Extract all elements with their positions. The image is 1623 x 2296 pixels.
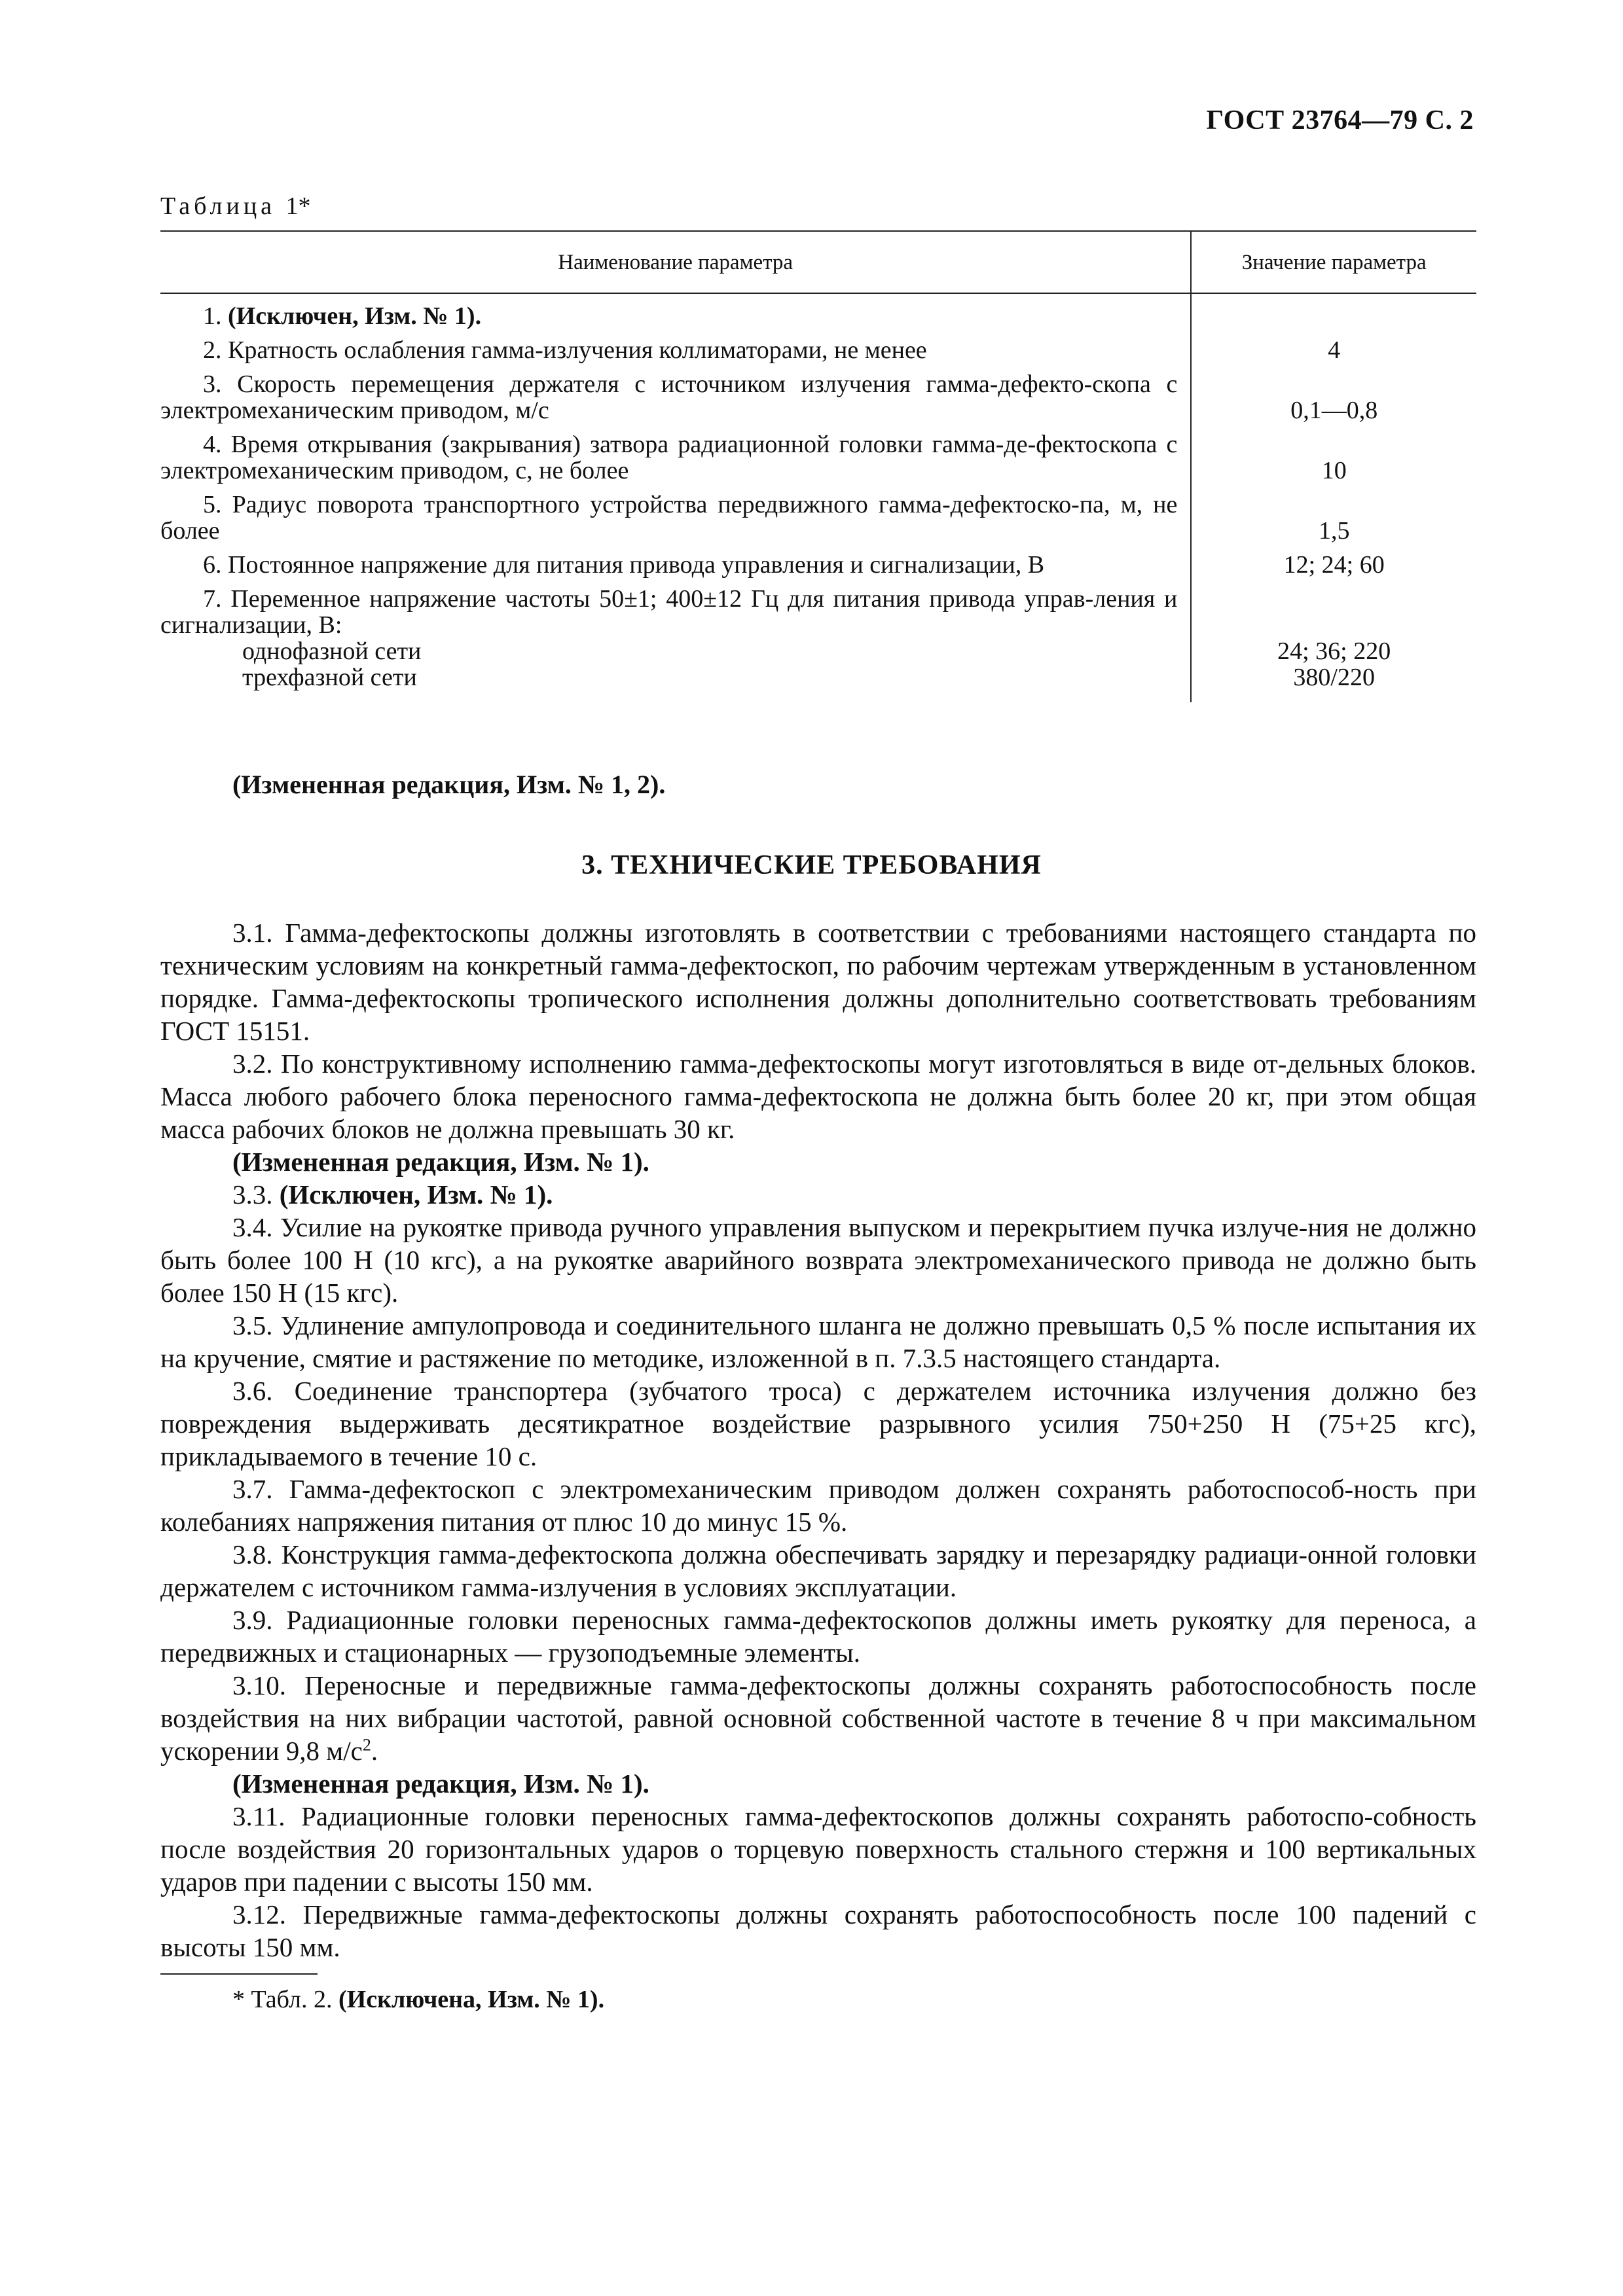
- param-value: 4: [1328, 336, 1341, 364]
- amendment-note: (Измененная редакция, Изм. № 1).: [232, 1768, 649, 1799]
- table-caption: [160, 192, 311, 221]
- param-number: 4.: [203, 431, 222, 458]
- param-value: 10: [1321, 457, 1347, 484]
- table-row: [160, 427, 1476, 488]
- clause-3-6: 3.6. Соединение транспортера (зубчатого троса) с держателем источника излучения должно без повреждения выдерживать десятикратное воздействие разрывного усилия 750+250 Н (75+25 кгс), прикладываемого в течение 10 с.: [160, 1376, 1476, 1471]
- param-subitem: трехфазной сети: [242, 664, 417, 691]
- param-number: 1.: [203, 302, 222, 330]
- amendment-note: (Измененная редакция, Изм. № 1).: [232, 1147, 649, 1177]
- param-value: 0,1—0,8: [1290, 397, 1378, 424]
- clause-number: 3.3.: [232, 1179, 273, 1210]
- clause-3-7: 3.7. Гамма-дефектоскоп с электромеханическим приводом должен сохранять работоспособ-ность при колебаниях напряжения питания от плюс 10 до минус 15 %.: [160, 1474, 1476, 1537]
- footnote-note: (Исключена, Изм. № 1).: [338, 1986, 605, 2013]
- param-name: [160, 367, 1191, 427]
- param-value: 1,5: [1318, 517, 1350, 545]
- param-text: Время открывания (закрывания) затвора радиационной головки гамма-де-фектоскопа с электромеханическим приводом, с, не более: [160, 431, 1178, 484]
- param-name: [160, 582, 1191, 702]
- table-row: [160, 548, 1476, 582]
- param-name: [160, 293, 1191, 333]
- clause-3-1: 3.1. Гамма-дефектоскопы должны изготовлять в соответствии с требованиями настоящего стандарта по техническим условиям на конкретный гамма-дефектоскоп, по рабочим чертежам утвержденным в установленном порядке. Гамма-дефектоскопы тропического исполнения должны дополнительно соответствовать требованиям ГОСТ 15151.: [160, 918, 1476, 1046]
- footnote-prefix: * Табл. 2.: [232, 1986, 333, 2013]
- param-subitem: однофазной сети: [242, 637, 422, 665]
- table-row: [160, 293, 1476, 333]
- clause-3-3: [160, 1178, 1476, 1211]
- clause-3-2: 3.2. По конструктивному исполнению гамма-дефектоскопы могут изготовляться в виде от-дельных блоков. Масса любого рабочего блока переносного гамма-дефектоскопа не должна быть более 20 кг, при этом общая масса рабочих блоков не должна превышать 30 кг.: [160, 1049, 1476, 1144]
- param-text: Скорость перемещения держателя с источником излучения гамма-дефекто-скопа с электромеханическим приводом, м/с: [160, 370, 1178, 424]
- clause-3-4: 3.4. Усилие на рукоятке привода ручного управления выпуском и перекрытием пучка излуче-ния не должно быть более 100 Н (10 кгс), а на рукоятке аварийного возврата электромеханического привода не должно быть более 150 Н (15 кгс).: [160, 1212, 1476, 1308]
- superscript: 2: [362, 1735, 371, 1755]
- clause-text: 3.10. Переносные и передвижные гамма-дефектоскопы должны сохранять работоспособность после воздействия на них вибрации частотой, равной основной собственной частоте в течение 8 ч при максимальном ускорении 9,8 м/с: [160, 1670, 1476, 1766]
- param-text: Радиус поворота транспортного устройства передвижного гамма-дефектоско-па, м, не более: [160, 491, 1178, 545]
- section-body: [160, 916, 1476, 1964]
- footnote: [232, 1985, 604, 2014]
- clause-text: (Исключен, Изм. № 1).: [279, 1179, 553, 1210]
- param-number: 6.: [203, 551, 222, 579]
- parameters-table: [160, 230, 1476, 702]
- table-row: [160, 582, 1476, 702]
- table-row: [160, 367, 1476, 427]
- clause-3-11: 3.11. Радиационные головки переносных гамма-дефектоскопов должны сохранять работоспо-собность после воздействия 20 горизонтальных ударов о торцевую поверхность стального стержня и 100 вертикальных ударов при падении с высоты 150 мм.: [160, 1801, 1476, 1897]
- param-subvalue: 380/220: [1293, 664, 1375, 691]
- table-row: [160, 488, 1476, 548]
- table-amendment-note: (Измененная редакция, Изм. № 1, 2).: [232, 770, 666, 799]
- param-number: 7.: [203, 585, 222, 613]
- table-row: [160, 333, 1476, 367]
- param-value: [1191, 582, 1476, 702]
- clause-text-end: .: [371, 1736, 378, 1766]
- column-header-value: Значение параметра: [1191, 231, 1476, 293]
- param-text: Постоянное напряжение для питания привода управления и сигнализации, В: [228, 551, 1045, 579]
- param-number: 3.: [203, 370, 222, 398]
- clause-3-10: [160, 1669, 1476, 1767]
- clause-3-9: 3.9. Радиационные головки переносных гамма-дефектоскопов должны иметь рукоятку для переноса, а передвижных и стационарных — грузоподъемные элементы.: [160, 1605, 1476, 1668]
- param-number: 2.: [203, 336, 222, 364]
- page-header: ГОСТ 23764—79 С. 2: [1206, 105, 1474, 135]
- table-caption-text: Таблица: [160, 192, 276, 220]
- param-number: 5.: [203, 491, 222, 518]
- param-text: (Исключен, Изм. № 1).: [228, 302, 482, 330]
- param-value: [1191, 293, 1476, 333]
- param-text: Переменное напряжение частоты 50±1; 400±12 Гц для питания привода управ-ления и сигнализации, В:: [160, 585, 1178, 639]
- param-name: [160, 333, 1191, 367]
- param-name: [160, 488, 1191, 548]
- param-name: [160, 427, 1191, 488]
- table-header-row: [160, 231, 1476, 293]
- param-value: 12; 24; 60: [1283, 551, 1385, 579]
- table-caption-number: 1*: [285, 192, 311, 220]
- clause-3-5: 3.5. Удлинение ампулопровода и соединительного шланга не должно превышать 0,5 % после испытания их на кручение, смятие и растяжение по методике, изложенной в п. 7.3.5 настоящего стандарта.: [160, 1310, 1476, 1373]
- column-header-name: Наименование параметра: [160, 231, 1191, 293]
- section-heading: 3. ТЕХНИЧЕСКИЕ ТРЕБОВАНИЯ: [581, 850, 1042, 880]
- param-text: Кратность ослабления гамма-излучения коллиматорами, не менее: [228, 336, 927, 364]
- clause-3-8: 3.8. Конструкция гамма-дефектоскопа должна обеспечивать зарядку и перезарядку радиаци-онной головки держателем с источником гамма-излучения в условиях эксплуатации.: [160, 1539, 1476, 1602]
- footnote-divider: [160, 1973, 318, 1975]
- param-name: [160, 548, 1191, 582]
- clause-3-12: 3.12. Передвижные гамма-дефектоскопы должны сохранять работоспособность после 100 падений с высоты 150 мм.: [160, 1899, 1476, 1962]
- param-subvalue: 24; 36; 220: [1277, 637, 1391, 665]
